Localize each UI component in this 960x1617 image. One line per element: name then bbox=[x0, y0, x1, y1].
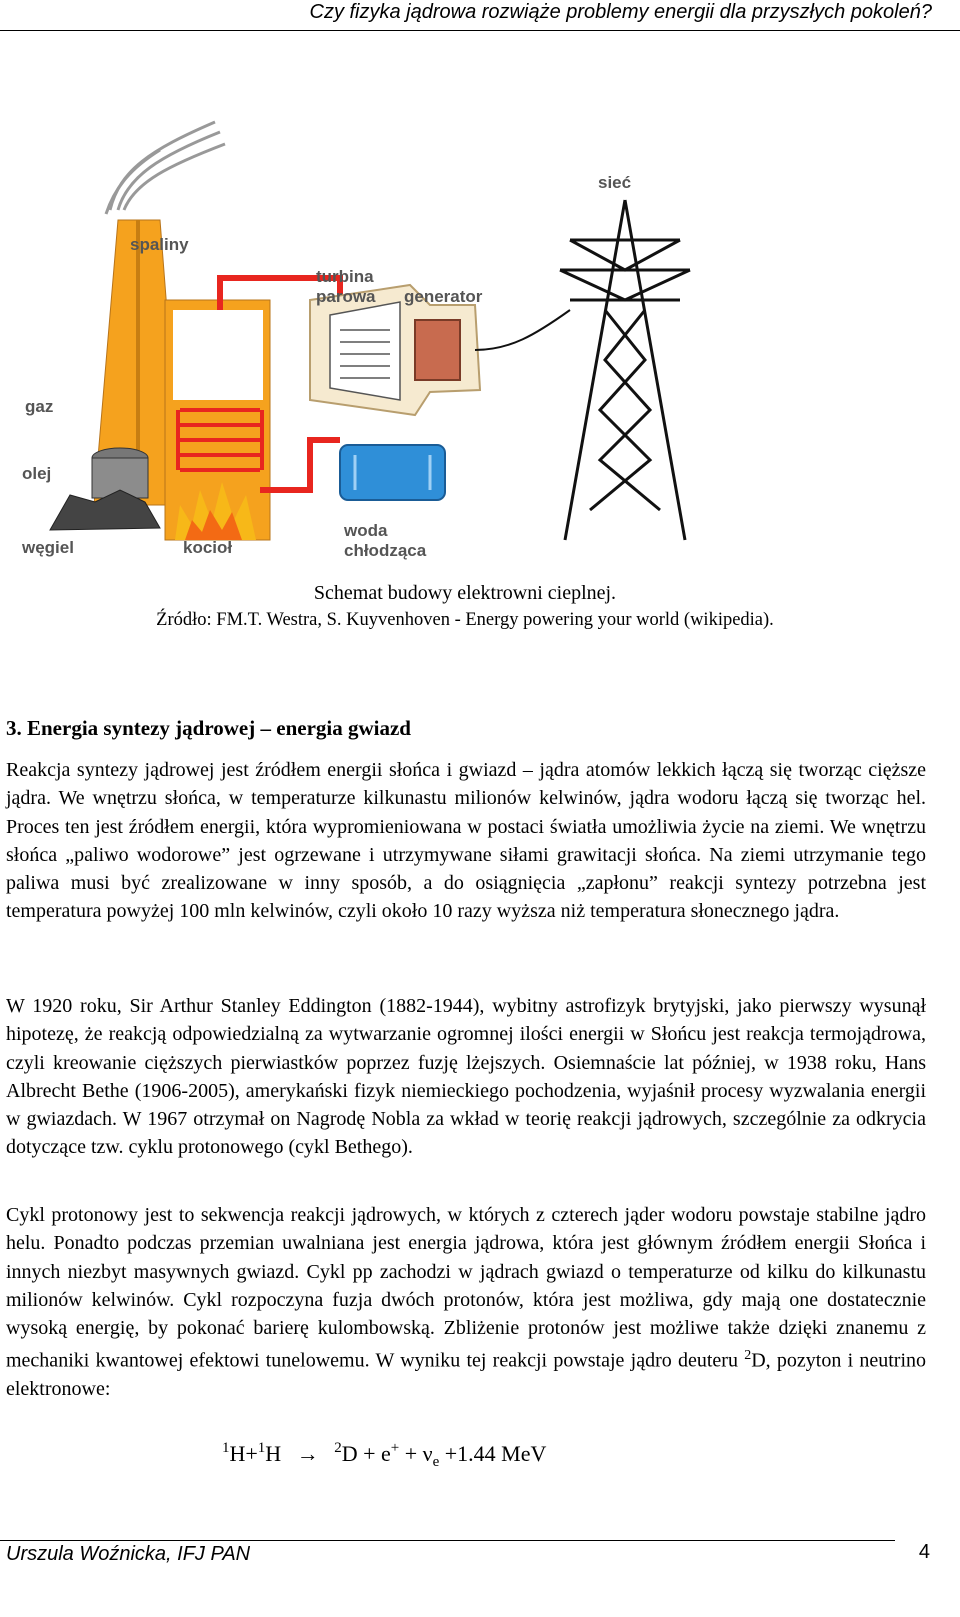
smoke bbox=[106, 122, 225, 214]
label-turbina-1: turbina bbox=[316, 267, 374, 286]
generator bbox=[415, 320, 460, 380]
label-kociol: kocioł bbox=[183, 538, 233, 557]
formula-e: +1.44 MeV bbox=[439, 1441, 547, 1466]
formula-c: D + e bbox=[341, 1441, 391, 1466]
formula-a-sup: 1 bbox=[222, 1440, 230, 1456]
pylon bbox=[560, 200, 690, 540]
paragraph-3-text: Cykl protonowy jest to sekwencja reakcji jądrowych, w których z czterech jąder wodoru powstaje stabilne jądro helu. Ponadto podczas przemian uwalniana jest energia jądrowa, która jest głównym źródłem energii Słońca i innych niezbyt masywnych gwiazd. Cykl pp zachodzi w jądrach gwiazd o temperaturze od kilku do kilkunastu milionów kelwinów. Cykl rozpoczyna fuzja dwóch protonów, która jest możliwa, gdy mają one dostatecznie wysoką energię, by pokonać barierę kulombowską. Zbliżenie protonów jest możliwe także dzięki znanemu z mechaniki kwantowej efektowi tunelowemu. W wyniku tej reakcji powstaje jądro deuteru bbox=[6, 1204, 926, 1373]
label-wegiel: węgiel bbox=[22, 538, 74, 557]
formula-arrow: → bbox=[296, 1441, 319, 1466]
footer-author: Urszula Woźnicka, IFJ PAN bbox=[6, 1543, 251, 1565]
label-spaliny: spaliny bbox=[130, 235, 189, 254]
footer-rule bbox=[0, 1540, 895, 1541]
running-head bbox=[0, 0, 960, 31]
label-woda-2: chłodząca bbox=[344, 541, 427, 560]
formula-b-sup: 1 bbox=[257, 1440, 266, 1456]
power-plant-diagram bbox=[10, 110, 710, 580]
formula-b: H bbox=[265, 1441, 282, 1466]
label-turbina-2: parowa bbox=[316, 287, 376, 306]
running-head-text: Czy fizyka jądrowa rozwiąże problemy energii dla przyszłych pokoleń? bbox=[309, 1, 932, 23]
figure-source: Źródło: FM.T. Westra, S. Kuyvenhoven - Energy powering your world (wikipedia). bbox=[156, 610, 774, 630]
label-generator: generator bbox=[404, 287, 483, 306]
label-siec: sieć bbox=[598, 173, 632, 192]
formula-c-charge: + bbox=[390, 1440, 400, 1456]
reaction-formula bbox=[222, 1440, 546, 1471]
figure-caption: Schemat budowy elektrowni cieplnej. bbox=[313, 582, 617, 604]
paragraph-2: W 1920 roku, Sir Arthur Stanley Eddington (1882-1944), wybitny astrofizyk brytyjski, jako pierwszy wysunął hipotezę, że reakcją odpowiedzialną za wytwarzanie ogromnej ilości energii w Słońcu jest reakcja termojądrowa, czyli kreowanie cięższych pierwiastków poprzez fuzję lżejszych. Osiemnaście lat później, w 1938 roku, Hans Albrecht Bethe (1906-2005), amerykański fizyk niemieckiego pochodzenia, wyjaśnił procesy wyzwalania energii w gwiazdach. W 1967 otrzymał on Nagrodę Nobla za wkład w teorię reakcji jądrowych, szczególnie za odkrycia dotyczące tzw. cyklu protonowego (cykl Bethego). bbox=[6, 995, 926, 1159]
formula-d: + ν bbox=[399, 1441, 433, 1466]
paragraph-3-tail: D, pozyton i neutrino elektronowe: bbox=[6, 1350, 927, 1401]
page-number: 4 bbox=[918, 1541, 930, 1563]
formula-a: H+ bbox=[229, 1441, 258, 1466]
turbine bbox=[330, 302, 400, 400]
label-gaz: gaz bbox=[25, 397, 54, 416]
power-line bbox=[475, 310, 570, 350]
label-woda-1: woda bbox=[344, 521, 388, 540]
formula-d-sub: e bbox=[432, 1454, 440, 1470]
paragraph-3-sup: 2 bbox=[744, 1348, 752, 1364]
paragraph-3 bbox=[6, 1201, 926, 1404]
formula-c-sup: 2 bbox=[334, 1440, 342, 1456]
section-heading: 3. Energia syntezy jądrowej – energia gwiazd bbox=[6, 716, 411, 740]
paragraph-1: Reakcja syntezy jądrowej jest źródłem energii słońca i gwiazd – jądra atomów lekkich łączą się tworząc cięższe jądra. We wnętrzu słońca, w temperaturze kilkunastu milionów kelwinów, jądra wodoru łączą się tworząc hel. Proces ten jest źródłem energii, która wypromieniowana w postaci światła umożliwia życie na ziemi. We wnętrzu słońca „paliwo wodorowe” jest ogrzewane i utrzymywane siłami grawitacji słońca. Na ziemi utrzymanie tego paliwa musi być zrealizowane w inny sposób, a do osiągnięcia „zapłonu” reakcji syntezy potrzebna jest temperatura powyżej 100 mln kelwinów, czyli około 10 razy wyższa niż temperatura słonecznego jądra. bbox=[6, 759, 926, 923]
label-olej: olej bbox=[22, 464, 52, 483]
